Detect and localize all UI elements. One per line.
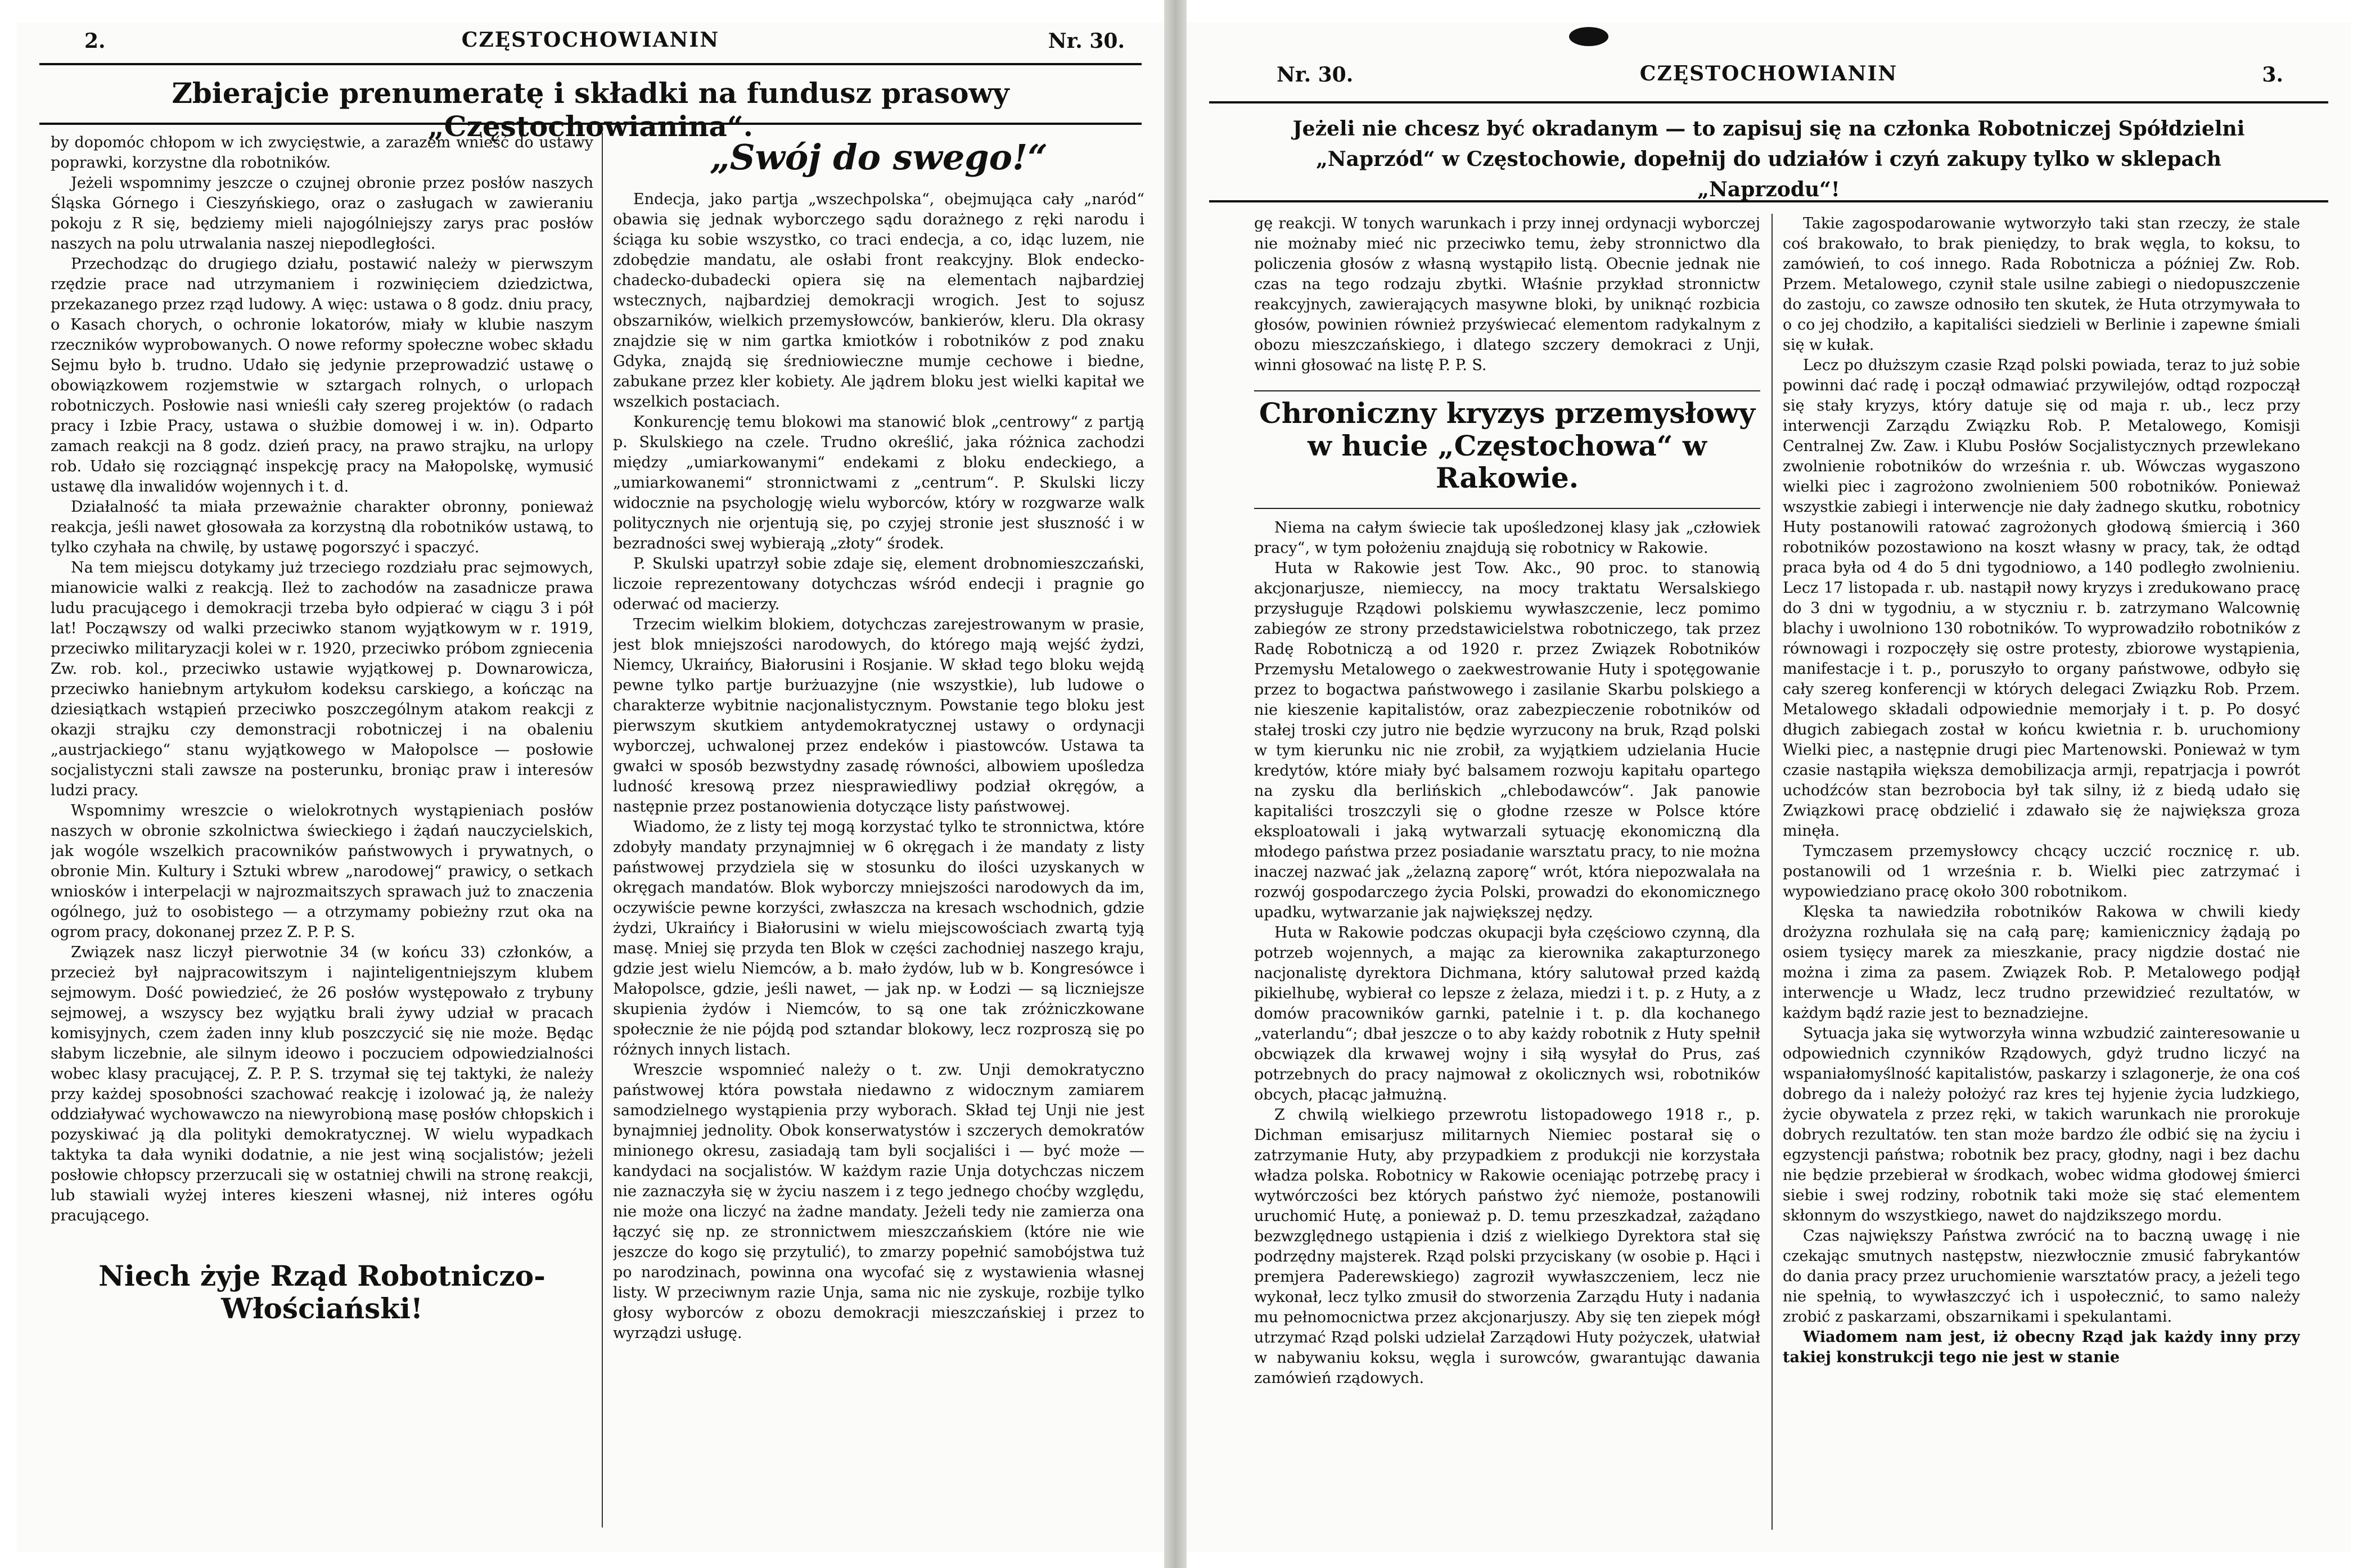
header-rule [1209,101,2328,103]
paragraph: Lecz po dłuższym czasie Rząd polski powiada, teraz to już sobie powinni dać radę i począł odmawiać przywilejów, odtąd rozpoczął się stały kryzys, który datuje się od maja r. ub., lecz przy interwencji Zarządu Związku Rob. P. Metalowego, Komisji Centralnej Zw. Zaw. i Klubu Posłów Socjalistycznych przewlekano zwolnienie robotników do września r. ub. Wówczas wygaszono wielki piec i zagrożono zwolnieniem 500 robotników. Ponieważ wszystkie zabiegi i interwencje nie dały żadnego skutku, robotnicy Huty postanowili ratować zagrożonych głodową śmiercią i 360 robotników pozostawiono na koszt własny w pracy, tak, że odtąd praca była od 4 do 5 dni tygodniowo, a 140 podległo zwolnieniu. Lecz 17 listopada r. ub. nastąpił nowy kryzys i zredukowano pracę do 3 dni w tygodniu, a w styczniu r. b. zatrzymano Walcownię blachy i uwolniono 130 robotników. To wyprowadziło robotników z równowagi i rozpoczęły się ostre protesty, zbiorowe wystąpienia, manifestacje i t. p., poruszyło to organy państwowe, odbyło się cały szereg konferencji w których delegaci Związku Rob. Przem. Metalowego składali odpowiednie memorjały i t. p. Po dosyć długich zabiegach został w końcu kwietnia r. b. uruchomiony Wielki piec, a następnie drugi piec Martenowski. Ponieważ w tym czasie nastąpiła większa demobilizacja armji, repatrjacja i powrót uchodźców stan bezrobocia był tak silny, iż z biedą udało się Związkowi pracę obdzielić i zdawało się że największa groza minęła. [1783,357,2300,840]
page-fold [1164,0,1187,1568]
paragraph: Wreszcie wspomnieć należy o t. zw. Unji demokratyczno państwowej która powstała niedawno z widocznym zamiarem samodzielnego wystąpienia przy wyborach. Skład tej Unji nie jest bynajmniej jednolity. Obok konserwatystów i szczerych demokratów minionego okresu, zasiadają tam byli socjaliści i — być może — kandydaci na socjalistów. W każdym razie Unja dotychczas niczem nie zaznaczyła się w życiu naszem i z tego jednego choćby względu, nie może ona liczyć na żadne mandaty. Jeżeli tedy nie zamierza ona łączyć się np. ze stronnictwem mieszczańskiem (które nie wie jeszcze do kogo się przytulić), to zmarzy popełnić samobójstwa tuż po narodzinach, powinna ona wycofać się z wystawienia własnej listy. W przeciwnym razie Unja, sama nic nie zyskuje, rozbije tylko głosy wyborców z obozu demokracji mieszczańskiej i przez to wyrządzi usługę. [613,1061,1144,1342]
cooperative-banner: Jeżeli nie chcesz być okradanym — to zapisuj się na członka Robotniczej Spółdzielni „Naprzód“ w Częstochowie, dopełnij do udziałów i czyń zakupy tylko w sklepach „Naprzodu“! [1292,117,2245,201]
paragraph: gę reakcji. W tonych warunkach i przy innej ordynacji wyborczej nie możnaby mieć nic przeciwko temu, żeby stronnictwo dla policzenia głosów z własną wystąpiło listą. Obecnie jednak nie czas na tego rodzaju zbytki. Właśnie przykład stronnictw reakcyjnych, zawierających masywne bloki, by uniknąć rozbicia głosów, powinien również przyświecać elementom radykalnym z obozu mieszczańskiego, i dlatego szczery demokraci z Unji, winni głosować na listę P. P. S. [1254,215,1760,374]
paragraph: Endecja, jako partja „wszechpolska“, obejmująca cały „naród“ obawia się jednak wyborczego sądu dorażnego z ręki narodu i ściąga ku sobie wszystko, co traci endecja, a co, idąc luzem, nie zdobędzie mandatu, ale osłabi front reakcyjny. Blok endecko-chadecko-dubadecki opiera się na elementach najbardziej wstecznych, najbardziej demokracji wrogich. Jest to sojusz obszarników, wielkich przemysłowców, bankierów, kleru. Dla okrasy znajdzie się w nim gartka kmiotków i robotników z pod znaku Gdyka, znajdą się średniowieczne mumje cechowe i biedne, zabukane przez kler kobiety. Ale jądrem bloku jest wielki kapitał we wszelkich postaciach. [613,191,1144,411]
article-column-4 [1783,214,2300,1530]
paragraph: Na tem miejscu dotykamy już trzeciego rozdziału prac sejmowych, mianowicie walki z reakcją. Ileż to zachodów na zasadnicze prawa ludu pracującego i demokracji trzeba było odpierać w ciągu 3 i pół lat! Począwszy od walki przeciwko stanom wyjątkowym w r. 1919, przeciwko militaryzacji kolei w r. 1920, przeciwko próbom zgniecenia Zw. rob. kol., przeciwko ustawie wyjątkowej p. Downarowicza, przeciwko haniebnym artykułom kodeksu carskiego, a kończąc na dziesiątkach wstąpień przeciwko poszczególnym atakom reakcji z okazji strajku czy demonstracji robotniczej i na obaleniu „austrjackiego“ stanu wyjątkowego w Małopolsce — posłowie socjalistyczni stali zawsze na posterunku, broniąc praw i interesów ludzi pracy. [51,559,593,799]
paragraph: by dopomóc chłopom w ich zwycięstwie, a zarazem wnieść do ustawy poprawki, korzystne dla robotników. [51,134,593,172]
banner-rule [1209,200,2328,202]
article-headline: Chroniczny kryzys przemysłowy w hucie „Częstochowa“ w Rakowie. [1259,396,1756,494]
left-running-head [17,22,1164,62]
issue-number: Nr. 30. [1277,63,1354,87]
right-running-head [1187,56,2351,96]
slogan-headline: Niech żyje Rząd Robotniczo-Włościański! [98,1259,546,1325]
paragraph: Huta w Rakowie jest Tow. Akc., 90 proc. to stanowią akcjonarjusze, niemieccy, na mocy traktatu Wersalskiego przysługuje Rządowi polskiemu wywłaszczenie, lecz pomimo zabiegów ze strony przedstawicielstwa robotniczego, tak przez Radę Robotniczą a od 1920 r. przez Związek Robotników Przemysłu Metalowego o zaekwestrowanie Huty i spotęgowanie przez to bogactwa państwowego i zasilanie Skarbu polskiego a nie kieszenie kapitalistów, oraz zabezpieczenie robotników od stałej troski czy jutro nie będzie wyrzucony na bruk, Rząd polski w tym kierunku nic nie zrobił, za wyjątkiem udzielania Hucie kredytów, które miały być balsamem rozwoju kapitału opartego na zysku dla berlińskich „chlebodawców“. Jak panowie kapitaliści troszczyli się o głodne rzesze w Polsce które eksploatowali i jaką wytwarzali sytuację ekonomiczną dla młodego państwa przez posiadanie warsztatu pracy, to nie można inaczej nazwać jak „żelazną zaporę“ wrót, która niepozwalała na rozwój gospodarczego życia Polski, prowadzi do ekonomicznego upadku, wytwarzanie jak największej nędzy. [1254,559,1760,921]
paragraph: Wspomnimy wreszcie o wielokrotnych wystąpieniach posłów naszych w obronie szkolnictwa świeckiego i żądań nauczycielskich, jak wogóle wszelkich pracowników państwowych i prywatnych, o obronie Min. Kultury i Sztuki wbrew „narodowej“ prawicy, o setkach wniosków i interpelacji w najrozmaitszych sprawach już to znaczenia ogólnego, już to osobistego — a otrzymamy pobieżny rzut oka na ogrom pracy, dokonanej przez Z. P. P. S. [51,802,593,941]
paragraph: Jeżeli wspomnimy jeszcze o czujnej obronie przez posłów naszych Śląska Górnego i Cieszyńskiego, oraz o zasługach w zawieraniu pokoju z R się, będziemy mieli najogólniejszy zarys prac posłów naszych na polu utrwalania naszej niepodległości. [51,174,593,253]
article-headline: „Swój do swego!“ [710,137,1048,178]
page-number: 2. [84,29,106,53]
paragraph: Takie zagospodarowanie wytworzyło taki stan rzeczy, że stale coś brakowało, to brak pieniędzy, to brak węgla, to koksu, to zamówień, to coś innego. Rada Robotnicza a później Zw. Rob. Przem. Metalowego, czynił stale usilne zabiegi o niedopuszczenie do zastoju, co zawsze odnosiło ten skutek, że Huta otrzymywała to o co jej chodziło, a kapitaliści siedzieli w Berlinie i zapewne śmiali się w kułak. [1783,215,2300,354]
ink-blot [1569,27,1608,46]
paragraph: Czas największy Państwa zwrócić na to baczną uwagę i nie czekając smutnych następstw, niezwłocznie zmusić fabrykantów do dania pracy przez uruchomienie warsztatów pracy, a jeżeli tego nie spełnią, to wywłaszczyć ich i uspołecznić, to samo należy zrobić z paskarzami, obszarnikami i spekulantami. [1783,1227,2300,1326]
paragraph: Wiadomo, że z listy tej mogą korzystać tylko te stronnictwa, które zdobyły mandaty przynajmniej w 6 okręgach i że mandaty z listy państwowej przydziela się w stosunku do ilości uzyskanych w okręgach mandatów. Blok wyborczy mniejszości narodowych da im, oczywiście pewne korzyści, zwłaszcza na kresach wschodnich, gdzie żydzi, Ukraińcy i Białorusini w wielu miejscowościach zwartą tyją masę. Mniej się przyda ten Blok w części zachodniej naszego kraju, gdzie jest wielu Niemców, a b. mało żydów, lub w b. Kongresówce i Małopolsce, gdzie, jeśli nawet, — jak np. w Łodzi — są liczniejsze skupienia żydów i Niemców, to są one tak zróżniczkowane społecznie że nie pójdą pod sztandar blokowy, lecz rozproszą się po różnych innych listach. [613,818,1144,1059]
paragraph: Związek nasz liczył pierwotnie 34 (w końcu 33) członków, a przecież był najpracowitszym i najinteligentniejszym klubem sejmowym. Dość powiedzieć, że 26 posłów występowało z trybuny sejmowej, a wszyscy bez wyjątku brali żywy udział w pracach komisyjnych, czem żaden inny klub poszczycić się nie może. Będąc słabym liczebnie, ale silnym ideowo i poczuciem odpowiedzialności wobec klasy pracującej, Z. P. P. S. trzymał się tej taktyki, że należy przy każdej sposobności szachować reakcję i izolować ją, że należy oddziaływać wychowawczo na niewyrobioną masę posłów chłopskich i pozyskiwać ją dla polityki demokratycznej. W wielu wypadkach taktyka ta dała wyniki dodatnie, a nie jest winą socjalistów; jeżeli posłowie chłopscy przerzucali się w ostatniej chwili na stronę reakcji, lub stawiali wyżej interes kieszeni własnej, niż interes ogółu pracującego. [51,944,593,1224]
section-rule [1254,508,1760,509]
paragraph: Działalność ta miała przeważnie charakter obronny, ponieważ reakcja, jeśli nawet głosowała za korzystną dla robotników ustawą, to tylko czyhała na chwilę, by ustawę pogorszyć i spaczyć. [51,498,593,556]
page-number: 3. [2262,63,2283,87]
paragraph: Huta w Rakowie podczas okupacji była częściowo czynną, dla potrzeb wojennych, a mając za kierownika zakapturzonego nacjonalistę dyrektora Dichmana, który salutował przed każdą pikielhubę, wybierał co lepsze z żelaza, miedzi i t. p. z Huty, a z domów pracowników garnki, patelnie i t. p. dla kochanego „vaterlandu“; dbał jeszcze o to aby każdy robotnik z Huty spełnił obcwiązek dla krwawej wojny i siłą wysyłał do Prus, zaś potrzebnych do pracy najmował z okolicznych wsi, robotników obcych, płacąc jałmużną. [1254,923,1760,1103]
issue-number: Nr. 30. [1048,29,1125,53]
left-page [17,22,1164,1552]
banner-rule [39,123,1142,125]
right-page [1187,22,2351,1552]
header-rule [39,63,1142,65]
column-divider [1772,214,1773,1530]
paragraph: Klęska ta nawiedziła robotników Rakowa w chwili kiedy drożyzna rozhulała się na całą parę; kamienicznicy żądają po osiem tysięcy marek za mieszkanie, pracy nigdzie dostać nie można i zima za pasem. Związek Rob. P. Metalowego podjął interwencje u Władz, lecz trudno przewidzieć rezultatów, w każdym bądź razie jest to beznadziejne. [1783,903,2300,1022]
section-rule [1254,390,1760,391]
paragraph: Przechodząc do drugiego działu, postawić należy w pierwszym rzędzie prace nad utrzymaniem i rozwinięciem dziedzictwa, przekazanego przez rząd ludowy. A więc: ustawa o 8 godz. dniu pracy, o Kasach chorych, o ochronie lokatorów, miały w klubie naszym rzeczników wyprobowanych. O nowe reformy społeczne wobec składu Sejmu było b. trudno. Udało się jedynie przeprowadzić ustawę o obowiązkowem rozjemstwie w sztargach rolnych, o urlopach robotniczych. Posłowie nasi wnieśli cały szereg projektów (o radach pracy i Izbie Pracy, ustawa o służbie domowej i w. in). Odparto zamach reakcji na 8 godz. dzień pracy, na prawo strajku, na urlopy rob. Udało się rozciągnąć inspekcję pracy na Małopolskę, wymusić ustawę dla inwalidów wojennych i t. d. [51,255,593,495]
paragraph: Trzecim wielkim blokiem, dotychczas zarejestrowanym w prasie, jest blok mniejszości narodowych, do którego mają wejść żydzi, Niemcy, Ukraińcy, Białorusini i Rosjanie. W skład tego bloku wejdą pewne tylko partje burżuazyjne (nie wszystkie), lub ludowe o charakterze wybitnie nacjonalistycznym. Powstanie tego bloku jest pierwszym skutkiem antydemokratycznej ustawy o ordynacji wyborczej, uchwalonej przez endeków i piastowców. Ustawa ta gwałci w sposób bezwstydny zasadę równości, albowiem upośledza ludność kresową przez niesprawiedliwy podział okręgów, a następnie przez postanowienia dotyczące listy państwowej. [613,616,1144,816]
article-column-2 [613,133,1144,1539]
paper-name: CZĘSTOCHOWIANIN [461,28,720,52]
paragraph: Konkurencję temu blokowi ma stanowić blok „centrowy“ z partją p. Skulskiego na czele. Trudno określić, jaka różnica zachodzi między „umiarkowanymi“ endekami z bloku endeckiego, a „umiarkowanemi“ stronnictwami z „centrum“. P. Skulski liczy widocznie na psychologję wielu wyborców, który w rozgwarze walk politycznych nie orjentują się, po czyjej stronie jest słuszność i w bezradności swej wybierają „złoty“ środek. [613,413,1144,553]
article-column-3 [1254,214,1760,1530]
paragraph: P. Skulski upatrzył sobie zdaje się, element drobnomieszczański, liczoie reprezentowany dotychczas wśród endecji i pragnie go oderwać od macierzy. [613,555,1144,614]
paragraph: Wiadomem nam jest, iż obecny Rząd jak każdy inny przy takiej konstrukcji tego nie jest w stanie [1783,1328,2300,1366]
subscription-banner: Zbierajcie prenumeratę i składki na fundusz prasowy „Częstochowianina“. [172,76,1009,143]
column-divider [602,133,603,1528]
paragraph: Tymczasem przemysłowcy chcący uczcić rocznicę r. ub. postanowili od 1 września r. b. Wielki piec zatrzymać i wypowiedziano pracę około 300 robotnikom. [1783,842,2300,900]
paragraph: Sytuacja jaka się wytworzyła winna wzbudzić zainteresowanie u odpowiednich czynników Rządowych, gdyż trudno liczyć na wspaniałomyślność kapitalistów, paskarzy i szlagonerje, że ona coś dobrego da i należy położyć raz kres tej hyjenie życia ludzkiego, życie obywatela z przez ręki, w takich warunkach nie prorokuje dobrych rezultatów. ten stan może bardzo źle odbić się na życiu i egzystencji państwa; robotnik bez pracy, głodny, nagi i bez dachu nie będzie przebierał w środkach, wobec widma głodowej śmierci siebie i swej rodziny, robotnik taki może się stać elementem skłonnym do wszystkiego, nawet do najdzikszego mordu. [1783,1025,2300,1224]
paragraph: Z chwilą wielkiego przewrotu listopadowego 1918 r., p. Dichman emisarjusz militarnych Niemiec postarał się o zatrzymanie Huty, aby przypadkiem z produkcji nie korzystała władza polska. Robotnicy w Rakowie oceniając potrzebę pracy i wytwórczości bez których państwo żyć niemoże, postanowili uruchomić Hutę, a ponieważ p. D. temu przeszkadzał, zażądano bezwzględnego ustąpienia i dziś z wielkiego Dyrektora stał się podrzędny majsterek. Rząd polski przyciskany (w osobie p. Hąci i premjera Paderewskiego) zagroził wywłaszczeniem, lecz nie wykonał, lecz tylko zmusił do stworzenia Zarządu Huty i nadania mu pełnomocnictwa przez akcjonarjuszy. Aby się ten ziepek mógł utrzymać Rząd polski udzielał Zarządowi Huty pożyczek, ułatwiał w nabywaniu koksu, węgla i surowców, gwarantując dawania zamówień rządowych. [1254,1106,1760,1387]
paragraph: Niema na całym świecie tak upośledzonej klasy jak „człowiek pracy“, w tym położeniu znajdują się robotnicy w Rakowie. [1254,519,1760,557]
article-column-1 [51,133,593,1539]
paper-name: CZĘSTOCHOWIANIN [1639,62,1898,85]
